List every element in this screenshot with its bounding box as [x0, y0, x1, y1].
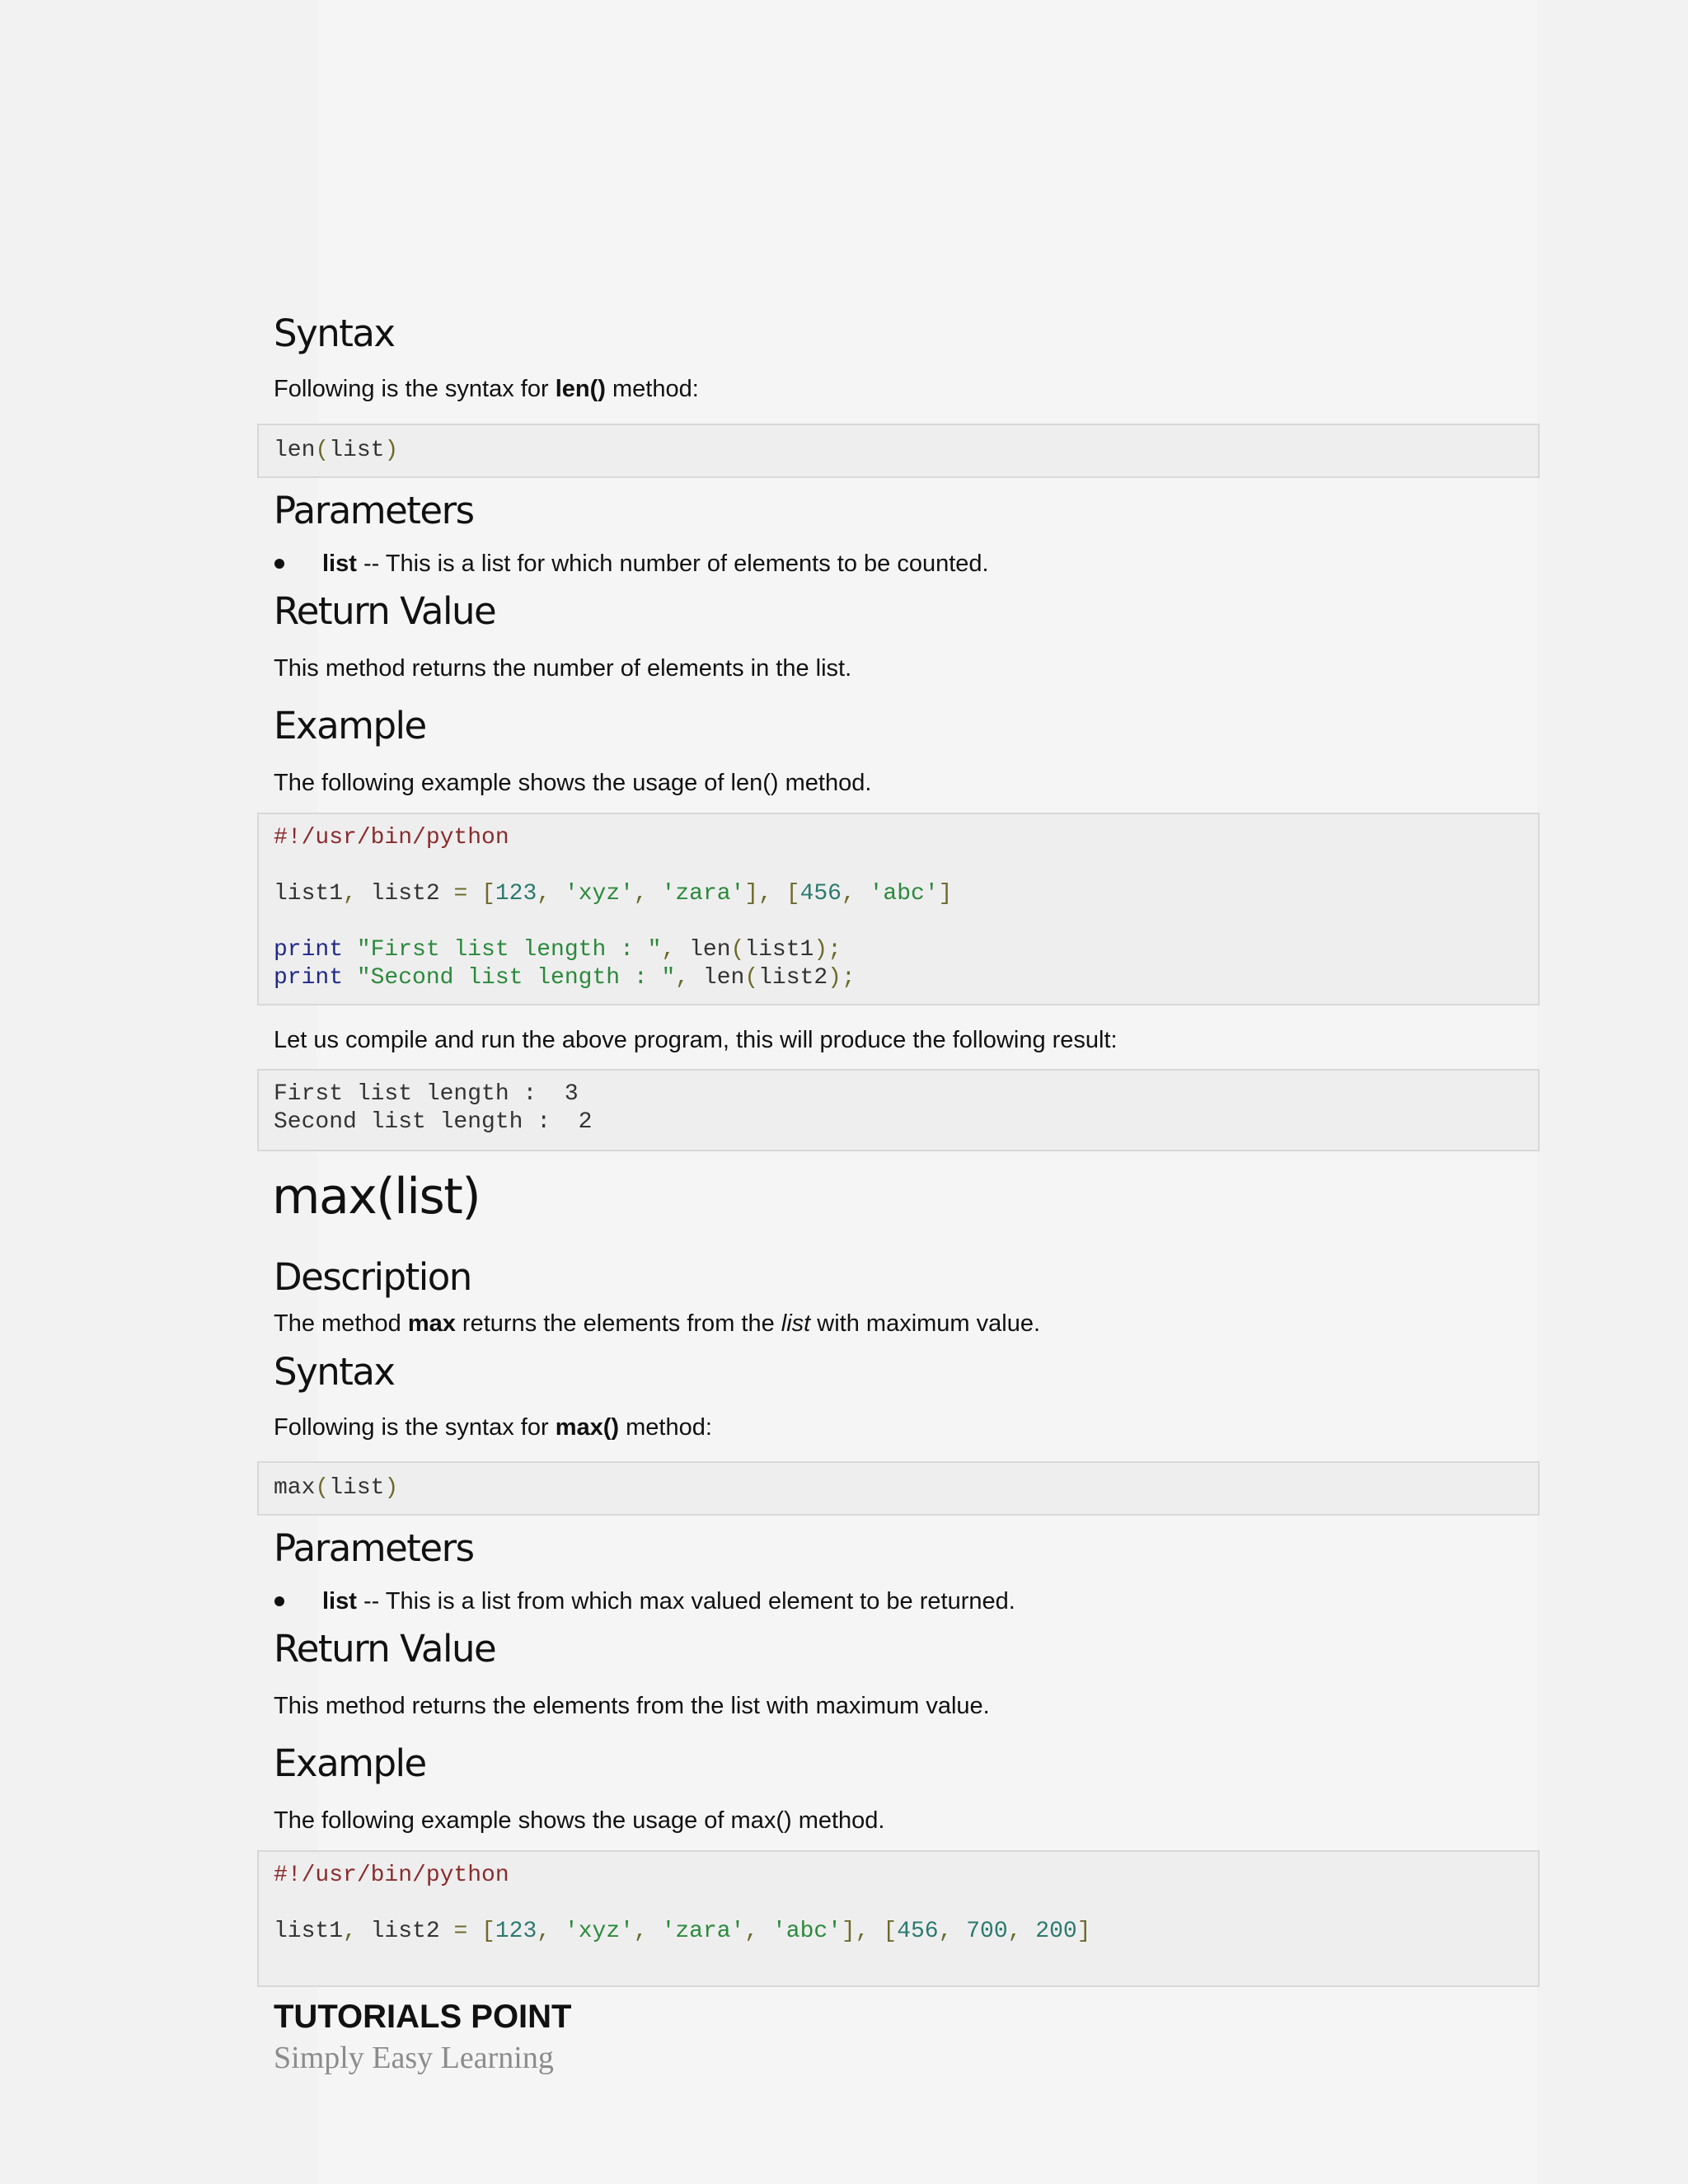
code-token: list1	[274, 1919, 344, 1944]
code-keyword: print	[274, 965, 344, 991]
code-punc: ]	[938, 881, 953, 907]
len-syntax-code-box	[257, 424, 1540, 478]
code-punc: ,	[661, 937, 676, 963]
max-syntax-heading: Syntax	[274, 1350, 395, 1394]
code-punc: ,	[938, 1919, 967, 1944]
len-example-code-shebang	[274, 824, 509, 852]
footer-tagline: Simply Easy Learning	[274, 2041, 554, 2075]
parameter-desc: -- This is a list from which max valued element to be returned.	[356, 1588, 1015, 1615]
code-number: 456	[897, 1919, 939, 1944]
code-fn: len	[675, 937, 731, 963]
code-punc: ,	[537, 1919, 565, 1944]
max-parameters-heading: Parameters	[274, 1526, 474, 1570]
code-punc: =	[453, 1919, 468, 1944]
code-punc: ,	[744, 1919, 772, 1944]
code-punc: )	[384, 1475, 399, 1501]
code-punc: ,	[633, 881, 662, 907]
len-example-code-line4	[274, 964, 856, 992]
code-string: "First list length : "	[343, 937, 662, 963]
len-result-line-2: Second list length : 2	[274, 1109, 593, 1135]
max-description	[274, 1309, 1040, 1338]
code-fn: max	[274, 1475, 316, 1501]
len-syntax-intro	[274, 374, 699, 404]
code-string: 'zara'	[661, 881, 745, 907]
code-punc: ,	[633, 1919, 662, 1944]
code-string: 'abc'	[869, 881, 939, 907]
max-return-text: This method returns the elements from the list with maximum value.	[274, 1693, 990, 1719]
code-punc: =	[453, 881, 468, 907]
code-arg: list	[329, 1475, 385, 1501]
code-punc: ,	[537, 881, 565, 907]
code-punc: ,	[343, 1919, 357, 1944]
desc-italic: list	[781, 1310, 811, 1337]
max-syntax-intro-pre: Following is the syntax for	[274, 1414, 556, 1441]
len-syntax-intro-post: method:	[605, 376, 699, 402]
len-parameters-heading: Parameters	[274, 489, 474, 532]
code-punc: ], [	[841, 1919, 898, 1944]
bullet-icon	[274, 559, 284, 569]
desc-pre: The method	[274, 1310, 408, 1337]
code-number: 456	[799, 881, 842, 907]
code-comment: #!/usr/bin/python	[274, 825, 509, 851]
max-syntax-intro-post: method:	[619, 1414, 712, 1441]
desc-bold: max	[407, 1310, 456, 1337]
code-string: 'xyz'	[564, 881, 634, 907]
len-example-intro: The following example shows the usage of len() method.	[274, 770, 872, 796]
max-syntax-code-box	[257, 1461, 1540, 1516]
code-punc: [	[467, 881, 495, 907]
max-syntax-intro	[274, 1413, 712, 1442]
code-punc: (	[315, 1475, 330, 1501]
code-number: 700	[966, 1919, 1008, 1944]
code-punc: )	[384, 438, 399, 463]
max-return-heading: Return Value	[274, 1627, 496, 1671]
code-arg: list	[329, 438, 385, 463]
code-arg: list2	[758, 965, 828, 991]
code-string: "Second list length : "	[343, 965, 676, 991]
code-number: 123	[495, 881, 537, 907]
parameter-name: list	[322, 551, 357, 577]
max-syntax-intro-bold: max()	[555, 1414, 620, 1441]
len-syntax-heading: Syntax	[274, 312, 395, 355]
code-punc: (	[315, 438, 330, 463]
code-punc: );	[814, 937, 842, 963]
code-fn: len	[274, 438, 316, 463]
code-punc: ,	[842, 881, 870, 907]
max-example-intro: The following example shows the usage of max() method.	[274, 1807, 885, 1834]
code-string: 'xyz'	[564, 1919, 634, 1944]
len-return-text: This method returns the number of elements in the list.	[274, 655, 852, 682]
desc-post: with maximum value.	[810, 1310, 1041, 1337]
code-punc: ]	[1076, 1919, 1091, 1944]
code-fn: len	[689, 965, 745, 991]
max-description-heading: Description	[274, 1255, 471, 1299]
len-return-heading: Return Value	[274, 589, 496, 633]
len-parameter-item	[322, 549, 989, 579]
code-number: 123	[495, 1919, 537, 1944]
code-punc: ,	[675, 965, 690, 991]
max-example-code-shebang	[274, 1862, 509, 1890]
len-syntax-intro-bold: len()	[555, 376, 606, 402]
footer-brand: TUTORIALS POINT	[274, 1999, 572, 2035]
len-example-heading: Example	[274, 704, 426, 748]
max-syntax-code	[274, 1474, 398, 1502]
code-string: 'abc'	[771, 1919, 842, 1944]
code-comment: #!/usr/bin/python	[274, 1863, 509, 1888]
code-token: list1	[274, 881, 344, 907]
code-punc: (	[730, 937, 745, 963]
len-result-line-1: First list length : 3	[274, 1081, 579, 1107]
code-punc: ], [	[744, 881, 800, 907]
len-syntax-intro-pre: Following is the syntax for	[274, 376, 556, 402]
code-punc: [	[467, 1919, 495, 1944]
code-punc: ,	[343, 881, 357, 907]
code-token: list2	[356, 1919, 454, 1944]
len-example-code-line3	[274, 936, 842, 964]
code-punc: (	[744, 965, 759, 991]
max-example-heading: Example	[274, 1741, 426, 1785]
max-section-title: max(list)	[272, 1168, 481, 1226]
code-arg: list1	[744, 937, 814, 963]
parameter-name: list	[322, 1588, 357, 1615]
parameter-desc: -- This is a list for which number of elements to be counted.	[356, 551, 989, 577]
desc-mid: returns the elements from the	[455, 1310, 781, 1337]
len-syntax-code	[274, 437, 398, 465]
code-punc: ,	[1007, 1919, 1036, 1944]
max-parameter-item	[322, 1586, 1015, 1616]
code-keyword: print	[274, 937, 344, 963]
code-punc: );	[828, 965, 856, 991]
len-example-code-line2	[274, 880, 952, 908]
code-number: 200	[1035, 1919, 1077, 1944]
max-example-code-line2	[274, 1918, 1091, 1946]
code-string: 'zara'	[661, 1919, 745, 1944]
code-token: list2	[356, 881, 454, 907]
len-result-intro: Let us compile and run the above program, this will produce the following result:	[274, 1027, 1118, 1053]
bullet-icon	[274, 1596, 284, 1606]
